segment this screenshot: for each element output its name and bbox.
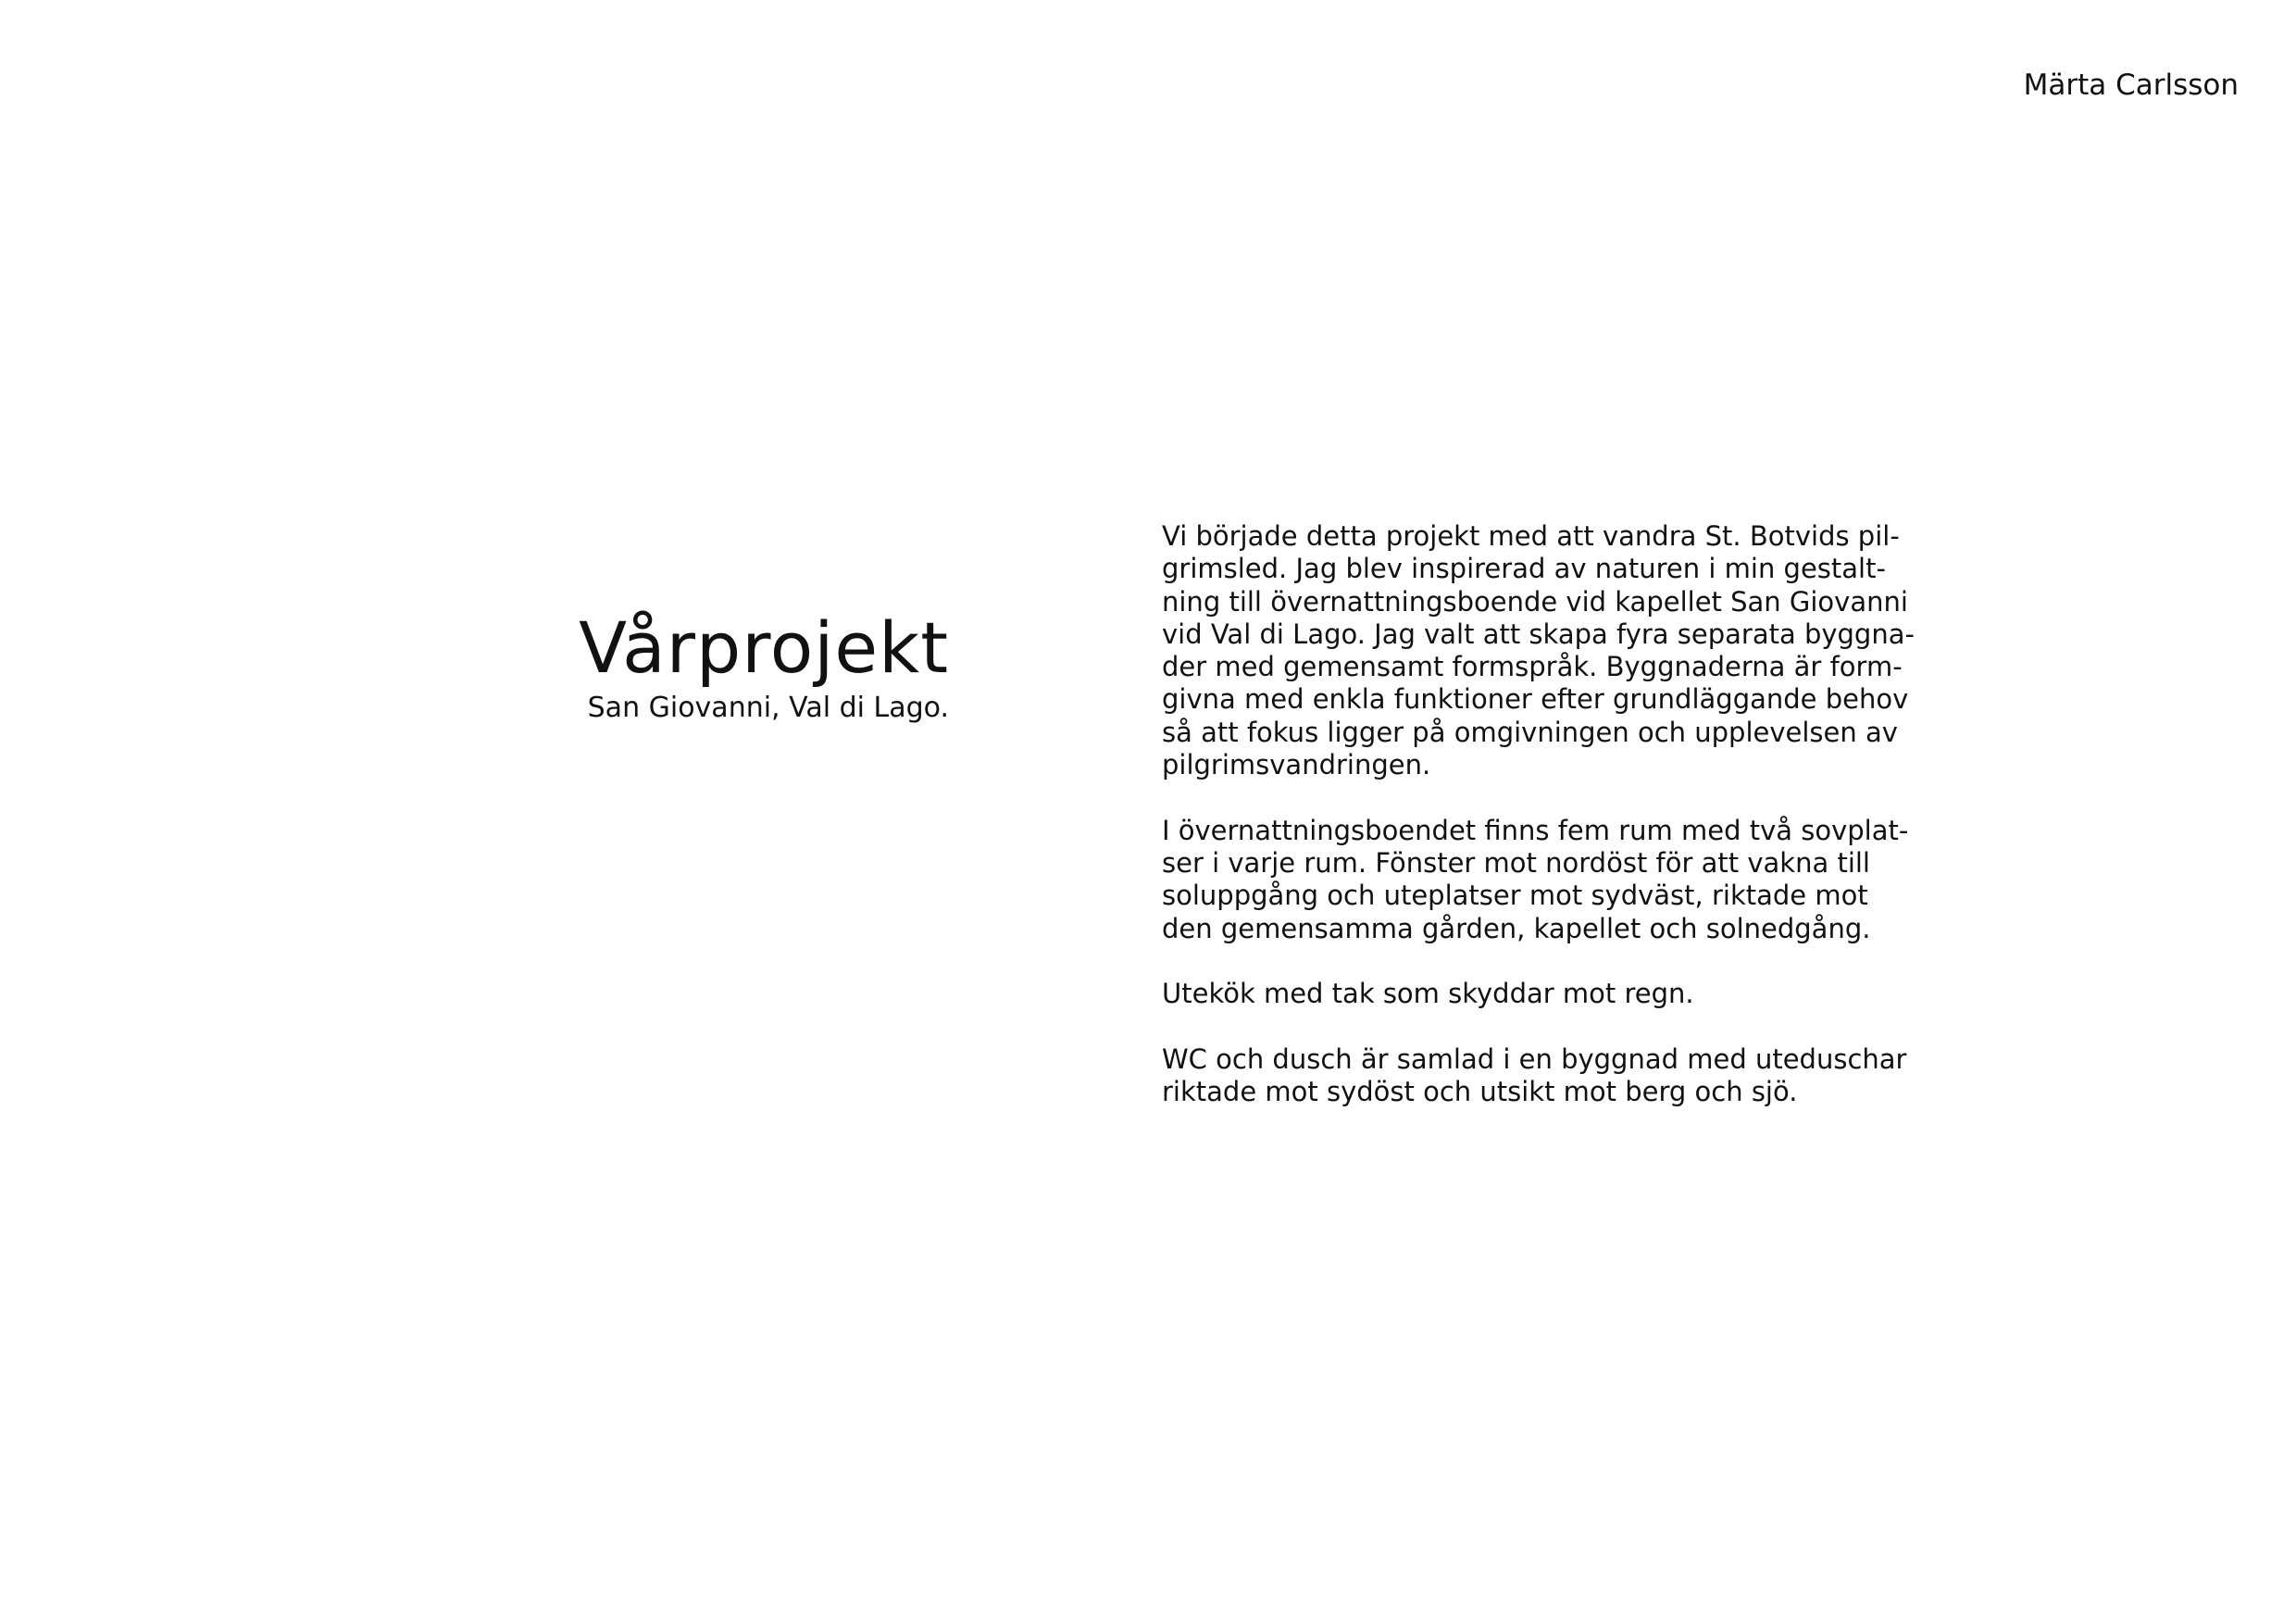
text-line: grimsled. Jag blev inspirerad av naturen i min gestalt- <box>1162 553 1886 585</box>
text-line: givna med enkla funktioner efter grundläggande behov <box>1162 683 1909 716</box>
text-line: Utekök med tak som skyddar mot regn. <box>1162 978 1694 1010</box>
text-line: ning till övernattningsboende vid kapellet San Giovanni <box>1162 585 1908 618</box>
body-text <box>1162 520 1940 1142</box>
text-line: riktade mot sydöst och utsikt mot berg och sjö. <box>1162 1076 1798 1108</box>
paragraph-wc <box>1162 1043 1940 1109</box>
title-block <box>579 606 949 727</box>
paragraph-kitchen <box>1162 978 1940 1010</box>
text-line: Vi började detta projekt med att vandra St. Botvids pil- <box>1162 520 1900 552</box>
author-name: Märta Carlsson <box>2023 69 2239 102</box>
text-line: den gemensamma gården, kapellet och solnedgång. <box>1162 912 1871 944</box>
text-line: soluppgång och uteplatser mot sydväst, riktade mot <box>1162 880 1868 912</box>
text-line: så att fokus ligger på omgivningen och upplevelsen av <box>1162 716 1898 748</box>
text-line: ser i varje rum. Fönster mot nordöst för att vakna till <box>1162 846 1870 879</box>
text-line: der med gemensamt formspråk. Byggnaderna är form- <box>1162 651 1903 683</box>
text-line: vid Val di Lago. Jag valt att skapa fyra separata byggna- <box>1162 618 1915 650</box>
text-line: WC och dusch är samlad i en byggnad med uteduschar <box>1162 1042 1907 1075</box>
page-title: Vårprojekt <box>579 606 949 689</box>
text-line: I övernattningsboendet finns fem rum med två sovplat- <box>1162 814 1909 846</box>
page-subtitle: San Giovanni, Val di Lago. <box>587 692 949 724</box>
paragraph-rooms <box>1162 815 1940 945</box>
text-line: pilgrimsvandringen. <box>1162 749 1431 781</box>
paragraph-intro <box>1162 520 1940 781</box>
